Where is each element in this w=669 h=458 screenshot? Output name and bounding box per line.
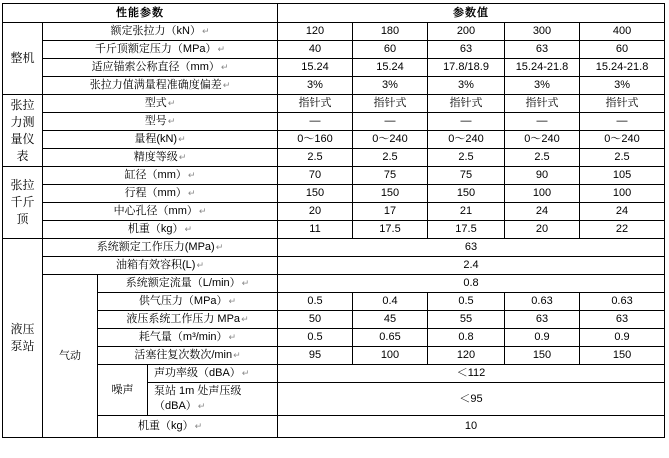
cell: 22 [580,221,665,239]
cell: 0～240 [353,131,428,149]
cell: 2.5 [428,149,505,167]
meter-row [3,149,665,167]
cell: 17.5 [428,221,505,239]
cell: 200 [428,23,505,41]
cell: 0.5 [428,293,505,311]
cell: 0.8 [428,329,505,347]
cell: 3% [428,77,505,95]
cell: 63 [505,311,580,329]
cell: 95 [278,347,353,365]
cell: 0.5 [278,293,353,311]
header-row [3,4,665,23]
cell: 100 [580,185,665,203]
noise-row [3,365,665,383]
cell: 400 [580,23,665,41]
row-label: 额定张拉力（kN）↵ [43,23,278,41]
cell: ＜95 [278,383,665,416]
row-label: 型号↵ [43,113,278,131]
group-noise: 噪声 [98,365,148,416]
cell: 75 [428,167,505,185]
row-label: 泵站 1m 处声压级（dBA）↵ [148,383,278,416]
cell: 40 [278,41,353,59]
cell: 15.24 [278,59,353,77]
jack-row [3,167,665,185]
row-label: 量程(kN)↵ [43,131,278,149]
cell: 100 [505,185,580,203]
cell: 120 [428,347,505,365]
cell: 70 [278,167,353,185]
cell: 指针式 [580,95,665,113]
cell: — [505,113,580,131]
row-label: 适应锚索公称直径（mm）↵ [43,59,278,77]
cell: — [278,113,353,131]
jack-row [3,203,665,221]
meter-row [3,113,665,131]
cell: 0～240 [580,131,665,149]
cell: 24 [505,203,580,221]
group-meter: 张拉力测量仪表 [3,95,43,167]
row-label: 千斤顶额定压力（MPa）↵ [43,41,278,59]
group-pneumatic: 气动 [43,275,98,438]
cell: 0.9 [580,329,665,347]
cell: 3% [580,77,665,95]
row-label: 机重（kg）↵ [43,221,278,239]
cell: 105 [580,167,665,185]
cell: 0.65 [353,329,428,347]
cell: 75 [353,167,428,185]
cell: 20 [278,203,353,221]
cell: 0.63 [580,293,665,311]
meter-row [3,131,665,149]
cell: 10 [278,416,665,438]
cell: 0～240 [428,131,505,149]
cell: 0.9 [505,329,580,347]
row-label: 缸径（mm）↵ [43,167,278,185]
cell: 63 [428,41,505,59]
group-jack: 张拉千斤顶 [3,167,43,239]
cell: 2.5 [580,149,665,167]
cell: 90 [505,167,580,185]
meter-row [3,95,665,113]
spec-table [2,3,665,438]
machine-row [3,77,665,95]
row-label: 中心孔径（mm）↵ [43,203,278,221]
cell: 60 [353,41,428,59]
machine-row [3,23,665,41]
cell: 20 [505,221,580,239]
cell: 15.24 [353,59,428,77]
jack-row [3,185,665,203]
pump-row [3,257,665,275]
cell: 2.5 [353,149,428,167]
cell: 3% [278,77,353,95]
group-pump: 液压泵站 [3,239,43,438]
cell: 指针式 [428,95,505,113]
row-label: 系统额定流量（L/min）↵ [98,275,278,293]
cell: 55 [428,311,505,329]
cell: 指针式 [505,95,580,113]
cell: 180 [353,23,428,41]
pneumatic-row [3,347,665,365]
cell: 0～240 [505,131,580,149]
pump-row [3,239,665,257]
cell: 指针式 [278,95,353,113]
cell: 50 [278,311,353,329]
pneumatic-row [3,311,665,329]
cell: 21 [428,203,505,221]
cell: 150 [580,347,665,365]
cell: 3% [505,77,580,95]
group-machine: 整机 [3,23,43,95]
cell: — [580,113,665,131]
pump-weight-row [3,416,665,438]
row-label: 精度等级↵ [43,149,278,167]
cell: 120 [278,23,353,41]
row-label: 液压系统工作压力 MPa↵ [98,311,278,329]
cell: 0.63 [505,293,580,311]
row-label: 张拉力值满量程准确度偏差↵ [43,77,278,95]
row-label: 供气压力（MPa）↵ [98,293,278,311]
cell: 60 [580,41,665,59]
cell: 150 [278,185,353,203]
cell: 150 [428,185,505,203]
cell: 300 [505,23,580,41]
cell: 150 [505,347,580,365]
cell: 24 [580,203,665,221]
machine-row [3,59,665,77]
cell: ＜112 [278,365,665,383]
cell: — [428,113,505,131]
cell: 3% [353,77,428,95]
row-label: 行程（mm）↵ [43,185,278,203]
cell: 150 [353,185,428,203]
cell: 0.4 [353,293,428,311]
row-label: 机重（kg）↵ [98,416,278,438]
cell: 11 [278,221,353,239]
row-label: 型式↵ [43,95,278,113]
cell: 17.5 [353,221,428,239]
cell: — [353,113,428,131]
cell: 2.5 [278,149,353,167]
cell: 45 [353,311,428,329]
cell: 0.8 [278,275,665,293]
cell: 17 [353,203,428,221]
cell: 2.4 [278,257,665,275]
row-label: 耗气量（m³/min）↵ [98,329,278,347]
pneumatic-row [3,329,665,347]
cell: 指针式 [353,95,428,113]
machine-row [3,41,665,59]
cell: 15.24-21.8 [505,59,580,77]
cell: 63 [580,311,665,329]
cell: 0.5 [278,329,353,347]
jack-row [3,221,665,239]
cell: 63 [505,41,580,59]
pneumatic-row [3,293,665,311]
cell: 17.8/18.9 [428,59,505,77]
header-param: 性能参数 [3,4,278,23]
row-label: 声功率级（dBA）↵ [148,365,278,383]
cell: 15.24-21.8 [580,59,665,77]
cell: 2.5 [505,149,580,167]
row-label: 活塞往复次数次/min↵ [98,347,278,365]
cell: 63 [278,239,665,257]
row-label: 系统额定工作压力(MPa)↵ [43,239,278,257]
pneumatic-row [3,275,665,293]
cell: 0～160 [278,131,353,149]
header-value: 参数值 [278,4,665,23]
row-label: 油箱有效容积(L)↵ [43,257,278,275]
cell: 100 [353,347,428,365]
